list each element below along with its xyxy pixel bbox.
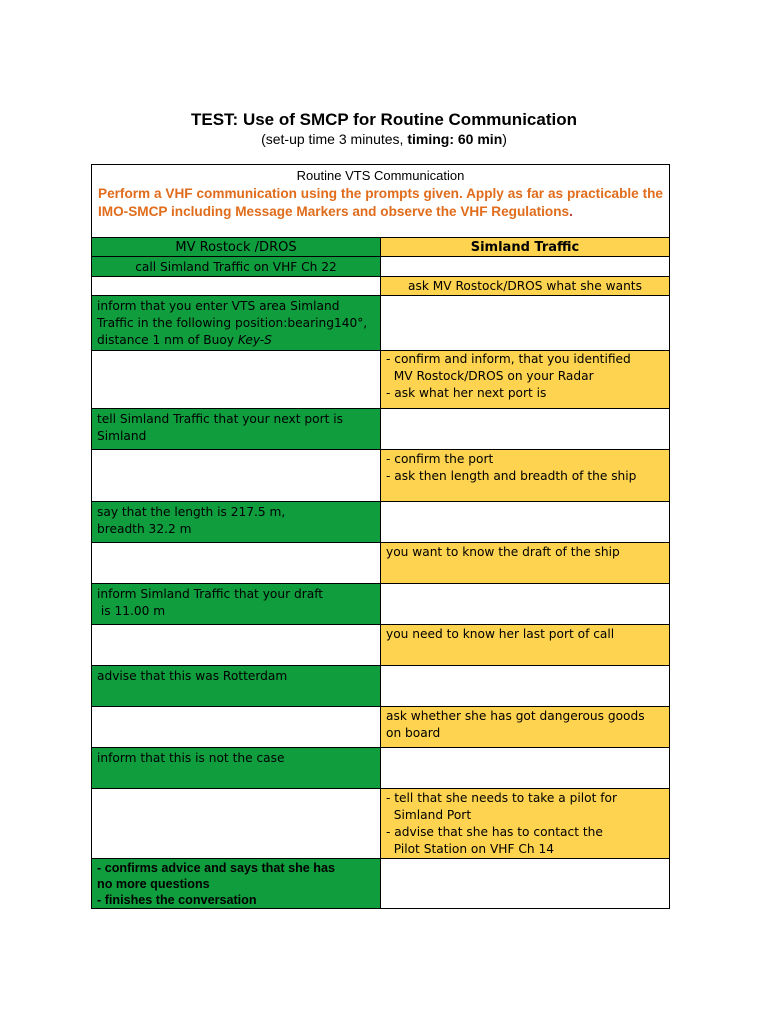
dialogue-row bbox=[92, 351, 669, 409]
ship-prompt bbox=[92, 296, 381, 351]
ship-prompt bbox=[92, 707, 381, 748]
dialogue-row bbox=[92, 543, 669, 584]
ship-prompt: call Simland Traffic on VHF Ch 22 bbox=[92, 257, 381, 277]
ship-prompt: - confirms advice and says that she has no more questions - finishes the conversation bbox=[92, 859, 381, 908]
dialogue-row bbox=[92, 789, 669, 859]
ship-prompt-text: inform that you enter VTS area Simland Traffic in the following position:bearing140°, distance 1 nm of Buoy bbox=[97, 299, 368, 347]
vts-prompt bbox=[381, 584, 669, 625]
column-header-ship: MV Rostock /DROS bbox=[92, 238, 381, 257]
vts-prompt bbox=[381, 666, 669, 707]
vts-prompt: you need to know her last port of call bbox=[381, 625, 669, 666]
vts-prompt bbox=[381, 257, 669, 277]
subtitle-prefix: (set-up time 3 minutes, bbox=[261, 131, 408, 147]
communication-sheet bbox=[91, 164, 670, 909]
dialogue-row bbox=[92, 859, 669, 908]
dialogue-row bbox=[92, 257, 669, 277]
ship-prompt: inform Simland Traffic that your draft is 11.00 m bbox=[92, 584, 381, 625]
ship-prompt: tell Simland Traffic that your next port is Simland bbox=[92, 409, 381, 450]
vts-prompt bbox=[381, 409, 669, 450]
page-title: TEST: Use of SMCP for Routine Communication bbox=[191, 110, 577, 129]
ship-prompt bbox=[92, 543, 381, 584]
ship-prompt: inform that this is not the case bbox=[92, 748, 381, 789]
dialogue-row bbox=[92, 450, 669, 502]
subtitle-timing: timing: 60 min bbox=[407, 131, 503, 147]
vts-prompt: - tell that she needs to take a pilot for Simland Port - advise that she has to contact the Pilot Station on VHF Ch 14 bbox=[381, 789, 669, 859]
ship-prompt bbox=[92, 625, 381, 666]
dialogue-row bbox=[92, 296, 669, 351]
ship-prompt: advise that this was Rotterdam bbox=[92, 666, 381, 707]
dialogue-row bbox=[92, 277, 669, 296]
subtitle-suffix: ) bbox=[502, 131, 507, 147]
ship-prompt: say that the length is 217.5 m, breadth 32.2 m bbox=[92, 502, 381, 543]
sheet-heading-block bbox=[92, 165, 669, 238]
vts-prompt: you want to know the draft of the ship bbox=[381, 543, 669, 584]
instructions-body: Perform a VHF communication using the prompts given. Apply as far as practicable the IMO-SMCP including Message Markers and observe the VHF Regulations bbox=[98, 186, 663, 219]
sheet-heading: Routine VTS Communication bbox=[296, 168, 465, 183]
vts-prompt: - confirm and inform, that you identified MV Rostock/DROS on your Radar - ask what her next port is bbox=[381, 351, 669, 409]
column-header-vts: Simland Traffic bbox=[381, 238, 669, 257]
dialogue-row bbox=[92, 502, 669, 543]
buoy-name: Key-S bbox=[237, 333, 272, 347]
ship-prompt bbox=[92, 277, 381, 296]
dialogue-row bbox=[92, 748, 669, 789]
page-subtitle bbox=[0, 131, 768, 147]
ship-prompt bbox=[92, 789, 381, 859]
vts-prompt: - confirm the port - ask then length and breadth of the ship bbox=[381, 450, 669, 502]
ship-prompt bbox=[92, 351, 381, 409]
ship-prompt bbox=[92, 450, 381, 502]
dialogue-row bbox=[92, 625, 669, 666]
vts-prompt: ask whether she has got dangerous goods on board bbox=[381, 707, 669, 748]
vts-prompt bbox=[381, 296, 669, 351]
dialogue-row bbox=[92, 666, 669, 707]
column-header-row bbox=[92, 238, 669, 257]
vts-prompt bbox=[381, 502, 669, 543]
vts-prompt: ask MV Rostock/DROS what she wants bbox=[381, 277, 669, 296]
vts-prompt bbox=[381, 859, 669, 908]
dialogue-row bbox=[92, 409, 669, 450]
dialogue-row bbox=[92, 707, 669, 748]
dialogue-row bbox=[92, 584, 669, 625]
instructions-period: . bbox=[569, 204, 573, 219]
instructions-text bbox=[98, 185, 663, 221]
vts-prompt bbox=[381, 748, 669, 789]
